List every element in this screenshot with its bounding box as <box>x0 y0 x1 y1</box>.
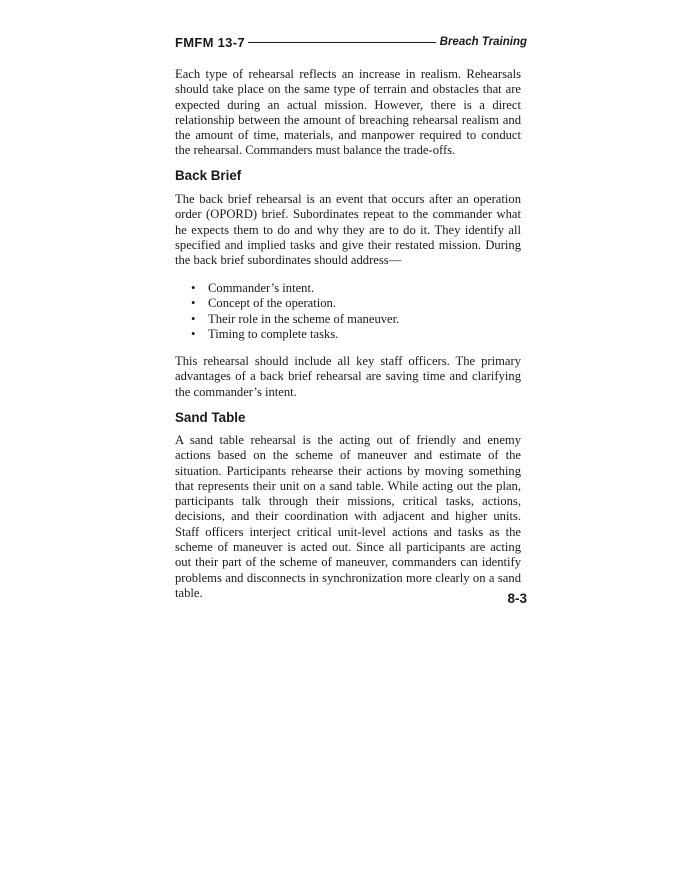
running-header <box>175 34 527 50</box>
bullet-icon: • <box>191 311 196 326</box>
sand-table-paragraph: A sand table rehearsal is the acting out of friendly and enemy actions based on the scheme of maneuver and estimate of the situation. Participants rehearse their actions by moving something that represents their unit on a sand table. While acting out the plan, participants talk through their missions, critical tasks, actions, decisions, and their coordination with adjacent and higher units. Staff officers interject critical unit-level actions and tasks as the scheme of maneuver is acted out. Since all participants are acting out their part of the scheme of maneuver, commanders can identify problems and disconnects in synchronization more clearly on a sand table. <box>175 433 521 600</box>
header-rule <box>248 42 436 43</box>
list-item <box>191 327 399 342</box>
list-item <box>191 281 399 296</box>
back-brief-closing-paragraph: This rehearsal should include all key staff officers. The primary advantages of a back brief rehearsal are saving time and clarifying the commander’s intent. <box>175 354 521 399</box>
bullet-icon: • <box>191 326 196 341</box>
back-brief-topics-list <box>191 281 399 342</box>
list-item <box>191 296 399 311</box>
back-brief-heading: Back Brief <box>175 168 242 183</box>
chapter-title: Breach Training <box>439 36 527 48</box>
bullet-icon: • <box>191 281 196 295</box>
document-id: FMFM 13-7 <box>175 34 245 50</box>
list-item-text: Commander’s intent. <box>208 281 315 295</box>
list-item-text: Timing to complete tasks. <box>208 326 339 341</box>
list-item-text: Their role in the scheme of maneuver. <box>208 311 400 326</box>
back-brief-paragraph: The back brief rehearsal is an event that occurs after an operation order (OPORD) brief. Subordinates repeat to the commander what he expects them to do and why they are to do it. They identify all specified and implied tasks and give their restated mission. During the back brief subordinates should address— <box>175 192 521 268</box>
list-item-text: Concept of the operation. <box>208 296 336 311</box>
list-item <box>191 312 399 327</box>
page-number: 8-3 <box>507 591 527 606</box>
sand-table-heading: Sand Table <box>175 410 246 425</box>
intro-paragraph: Each type of rehearsal reflects an increase in realism. Rehearsals should take place on the same type of terrain and obstacles that are expected during an actual mission. However, there is a direct relationship between the amount of breaching rehearsal realism and the amount of time, materials, and manpower required to conduct the rehearsal. Commanders must balance the trade-offs. <box>175 67 521 158</box>
bullet-icon: • <box>191 296 196 311</box>
